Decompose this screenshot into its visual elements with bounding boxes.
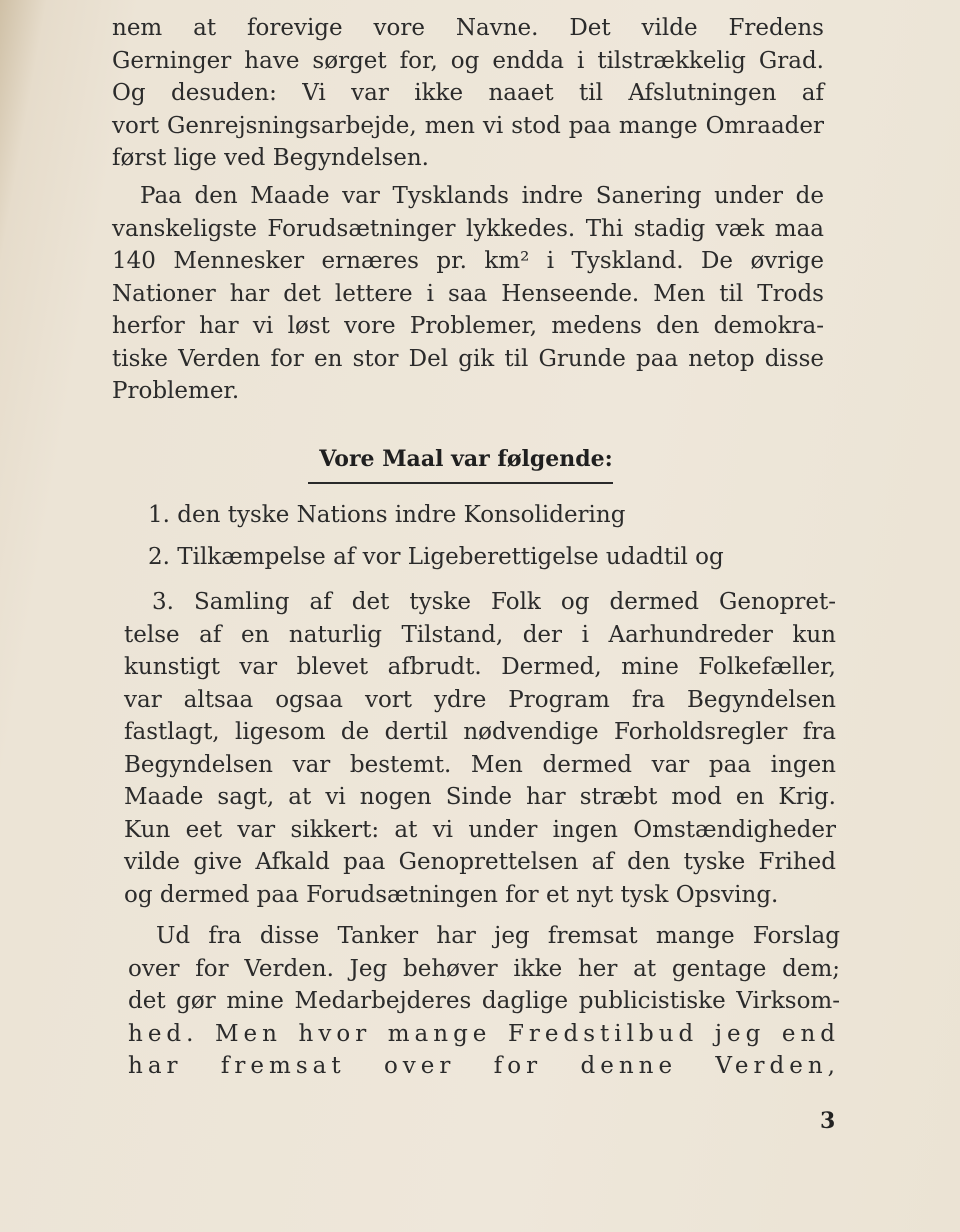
text-line: vilde give Afkald paa Genoprettelsen af den tyske Frihed — [124, 849, 836, 875]
text-line: over for Verden. Jeg behøver ikke her at gentage dem; — [128, 955, 840, 982]
text-line: 3. Samling af det tyske Folk og dermed Genopret- — [152, 589, 836, 615]
text-line: kunstigt var blevet afbrudt. Dermed, mine Folkefæller, — [124, 654, 836, 680]
list-item-2: 2. Tilkæmpelse af vor Ligeberettigelse udadtil og — [148, 544, 724, 570]
text-line: Gerninger have sørget for, og endda i tilstrækkelig Grad. — [112, 47, 824, 74]
text-line: Og desuden: Vi var ikke naaet til Afslutningen af — [112, 80, 824, 106]
text-line: først lige ved Begyndelsen. — [112, 145, 429, 171]
text-line: vort Genrejsningsarbejde, men vi stod paa mange Omraader — [112, 112, 824, 139]
text-line: det gør mine Medarbejderes daglige publicistiske Virksom- — [128, 988, 840, 1014]
text-line: og dermed paa Forudsætningen for et nyt tysk Opsving. — [124, 881, 779, 908]
text-line: hed. Men hvor mange Fredstilbud jeg end — [128, 1020, 840, 1047]
text-line: herfor har vi løst vore Problemer, medens den demokra- — [112, 313, 824, 339]
text-line: nem at forevige vore Navne. Det vilde Fredens — [112, 15, 824, 41]
text-line: Paa den Maade var Tysklands indre Sanering under de — [140, 183, 824, 209]
text-line: Problemer. — [112, 378, 240, 404]
text-line: var altsaa ogsaa vort ydre Program fra Begyndelsen — [124, 686, 836, 713]
paragraph-1 — [112, 12, 824, 175]
section-heading: Vore Maal var følgende: — [319, 446, 613, 472]
text-line: tiske Verden for en stor Del gik til Grunde paa netop disse — [112, 345, 824, 372]
paragraph-2 — [112, 180, 824, 408]
paragraph-3 — [124, 586, 836, 911]
text-line: telse af en naturlig Tilstand, der i Aarhundreder kun — [124, 621, 836, 648]
text-line: Begyndelsen var bestemt. Men dermed var paa ingen — [124, 751, 836, 778]
paragraph-4 — [128, 920, 840, 1083]
text-line: fastlagt, ligesom de dertil nødvendige Forholdsregler fra — [124, 719, 836, 745]
text-line: 140 Mennesker ernæres pr. km² i Tyskland. De øvrige — [112, 248, 824, 274]
heading-underline — [308, 482, 613, 484]
text-line: Ud fra disse Tanker har jeg fremsat mange Forslag — [156, 923, 840, 949]
page-number: 3 — [820, 1108, 836, 1134]
text-line: Maade sagt, at vi nogen Sinde har stræbt mod en Krig. — [124, 784, 836, 810]
text-line: vanskeligste Forudsætninger lykkedes. Thi stadig væk maa — [112, 215, 824, 242]
text-line: Kun eet var sikkert: at vi under ingen Omstændigheder — [124, 816, 836, 843]
text-line: Nationer har det lettere i saa Henseende. Men til Trods — [112, 280, 824, 307]
text-line: har fremsat over for denne Verden, — [128, 1053, 840, 1079]
list-item-1: 1. den tyske Nations indre Konsolidering — [148, 502, 626, 528]
